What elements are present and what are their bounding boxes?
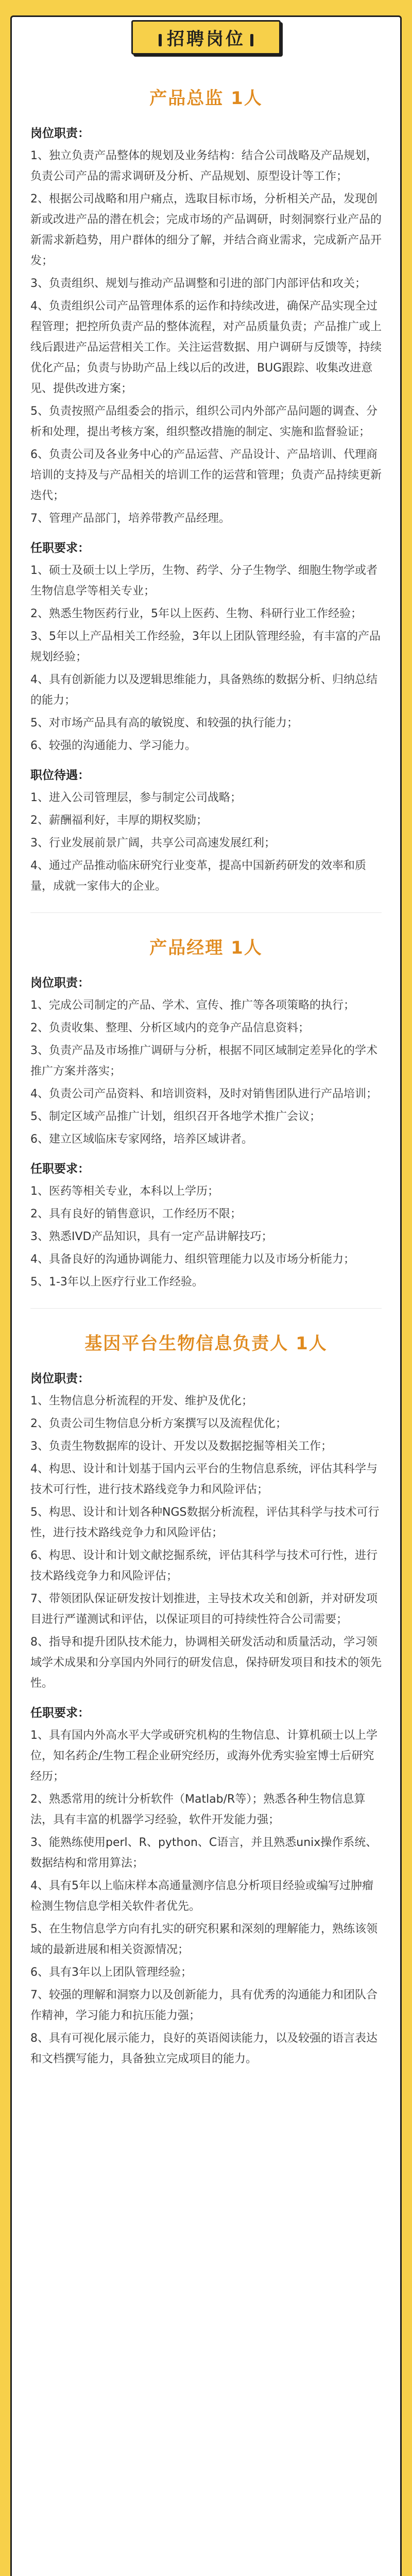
list-item: 3、负责生物数据库的设计、开发以及数据挖掘等相关工作；: [30, 1440, 332, 1453]
list-item: 3、行业发展前景广阔，共享公司高速发展红利；: [30, 837, 276, 850]
page-title: [131, 20, 281, 55]
list-item: 3、熟悉IVD产品知识，具有一定产品讲解技巧；: [30, 1230, 273, 1243]
list-item: 2、薪酬福利好，丰厚的期权奖励；: [30, 814, 208, 827]
title-right-bar-icon: [250, 34, 253, 46]
job-section: [30, 1329, 382, 2070]
list-item: 2、负责公司生物信息分析方案撰写以及流程优化；: [30, 1417, 287, 1430]
list-item: 2、根据公司战略和用户痛点，选取目标市场，分析相关产品，发现创新或改进产品的潜在机会；完成市场的产品调研，时刻洞察行业产品的新需求新趋势，用户群体的细分了解，并结合商业需求，完成新产品开发；: [30, 193, 382, 267]
title-banner: [12, 20, 400, 55]
list-item: 4、构思、设计和计划基于国内云平台的生物信息系统，评估其科学与技术可行性，进行技术路线竞争力和风险评估；: [30, 1463, 377, 1496]
list-item: 2、熟悉常用的统计分析软件（Matlab/R等）；熟悉各种生物信息算法，具有丰富的机器学习经验，软件开发能力强；: [30, 1793, 366, 1826]
list-item: 1、硕士及硕士以上学历，生物、药学、分子生物学、细胞生物学或者生物信息学等相关专业；: [30, 564, 377, 598]
list-item: 5、制定区域产品推广计划，组织召开各地学术推广会议；: [30, 1110, 321, 1123]
block-heading: 任职要求：: [30, 1706, 90, 1720]
list-item: 1、完成公司制定的产品、学术、宣传、推广等各项策略的执行；: [30, 999, 355, 1012]
list-item: 6、具有3年以上团队管理经验；: [30, 1966, 192, 1979]
list-item: 6、建立区域临床专家网络，培养区域讲者。: [30, 1133, 253, 1146]
list-item: 7、较强的理解和洞察力以及创新能力，具有优秀的沟通能力和团队合作精神，学习能力和抗压能力强；: [30, 1989, 377, 2022]
job-title: 产品经理 1人: [149, 938, 263, 958]
list-item: 3、负责产品及市场推广调研与分析，根据不同区域制定差异化的学术推广方案并落实；: [30, 1044, 377, 1078]
list-item: 5、负责按照产品组委会的指示，组织公司内外部产品问题的调查、分析和处理，提出考核方案，组织整改措施的制定、实施和监督验证；: [30, 405, 377, 438]
list-item: 2、负责收集、整理、分析区域内的竞争产品信息资料；: [30, 1022, 310, 1035]
section-divider: [30, 912, 382, 913]
block-heading: 岗位职责：: [30, 127, 90, 140]
list-item: 4、具备良好的沟通协调能力、组织管理能力以及市场分析能力；: [30, 1253, 355, 1266]
block-heading: 职位待遇：: [30, 769, 90, 782]
list-item: 6、构思、设计和计划文献挖掘系统，评估其科学与技术可行性，进行技术路线竞争力和风险评估；: [30, 1549, 377, 1583]
list-item: 7、带领团队保证研发按计划推进，主导技术攻关和创新，并对研发项目进行严谨测试和评估，以保证项目的可持续性符合公司需要；: [30, 1592, 377, 1626]
list-item: 3、负责组织、规划与推动产品调整和引进的部门内部评估和攻关；: [30, 277, 366, 290]
list-item: 4、负责组织公司产品管理体系的运作和持续改进，确保产品实现全过程管理；把控所负责产品的整体流程，对产品质量负责；产品推广或上线后跟进产品运营相关工作。关注运营数据、用户调研与反馈等，持续优化产品；负责与协助产品上线以后的改进，BUG跟踪、收集改进意见、提供改进方案；: [30, 300, 382, 395]
block-heading: 岗位职责：: [30, 976, 90, 990]
list-item: 6、较强的沟通能力、学习能力。: [30, 739, 196, 752]
list-item: 1、生物信息分析流程的开发、维护及优化；: [30, 1395, 253, 1408]
job-posting-card: [10, 15, 402, 2576]
job-title: 产品总监 1人: [149, 88, 263, 109]
list-item: 2、具有良好的销售意识，工作经历不限；: [30, 1208, 242, 1221]
job-section: [30, 934, 382, 1309]
list-item: 7、管理产品部门，培养带教产品经理。: [30, 512, 230, 525]
page-title-text: 招聘岗位: [167, 29, 245, 49]
block-heading: 任职要求：: [30, 1162, 90, 1176]
list-item: 3、能熟练使用perl、R、python、C语言，并且熟悉unix操作系统、数据结构和常用算法；: [30, 1836, 377, 1870]
list-item: 3、5年以上产品相关工作经验，3年以上团队管理经验，有丰富的产品规划经验；: [30, 630, 381, 664]
list-item: 6、负责公司及各业务中心的产品运营、产品设计、产品培训、代理商培训的支持及与产品相关的培训工作的运营和管理；负责产品持续更新迭代；: [30, 448, 382, 502]
list-item: 1、进入公司管理层，参与制定公司战略；: [30, 791, 242, 804]
block-heading: 岗位职责：: [30, 1372, 90, 1385]
block-heading: 任职要求：: [30, 541, 90, 555]
list-item: 4、具有创新能力以及逻辑思维能力，具备熟练的数据分析、归纳总结的能力；: [30, 673, 377, 707]
list-item: 1、具有国内外高水平大学或研究机构的生物信息、计算机硕士以上学位，知名药企/生物工程企业研究经历，或海外优秀实验室博士后研究经历；: [30, 1729, 377, 1783]
title-left-bar-icon: [159, 34, 162, 46]
list-item: 1、独立负责产品整体的规划及业务结构：结合公司战略及产品规划，负责公司产品的需求调研及分析、产品规划、原型设计等工作；: [30, 149, 377, 183]
list-item: 8、具有可视化展示能力，良好的英语阅读能力，以及较强的语言表达和文档撰写能力，具备独立完成项目的能力。: [30, 2032, 377, 2065]
list-item: 4、负责公司产品资料、和培训资料，及时对销售团队进行产品培训；: [30, 1088, 377, 1100]
section-divider: [30, 1308, 382, 1309]
list-item: 4、具有5年以上临床样本高通量测序信息分析项目经验或编写过肿瘤检测生物信息学相关软件者优先。: [30, 1879, 373, 1913]
list-item: 5、在生物信息学方向有扎实的研究积累和深刻的理解能力，熟练该领域的最新进展和相关资源情况；: [30, 1923, 377, 1956]
list-item: 5、构思、设计和计划各种NGS数据分析流程，评估其科学与技术可行性，进行技术路线竞争力和风险评估；: [30, 1506, 380, 1539]
list-item: 5、1-3年以上医疗行业工作经验。: [30, 1276, 203, 1289]
job-section: [30, 84, 382, 913]
list-item: 4、通过产品推动临床研究行业变革，提高中国新药研发的效率和质量，成就一家伟大的企业。: [30, 859, 366, 893]
list-item: 8、指导和提升团队技术能力，协调相关研发活动和质量活动，学习领域学术成果和分享国内外同行的研发信息，保持研发项目和技术的领先性。: [30, 1636, 382, 1690]
postings-content: [12, 69, 400, 2090]
list-item: 2、熟悉生物医药行业，5年以上医药、生物、科研行业工作经验；: [30, 607, 362, 620]
job-title: 基因平台生物信息负责人 1人: [84, 1333, 328, 1354]
list-item: 1、医药等相关专业，本科以上学历；: [30, 1185, 219, 1198]
list-item: 5、对市场产品具有高的敏锐度、和较强的执行能力；: [30, 717, 298, 730]
